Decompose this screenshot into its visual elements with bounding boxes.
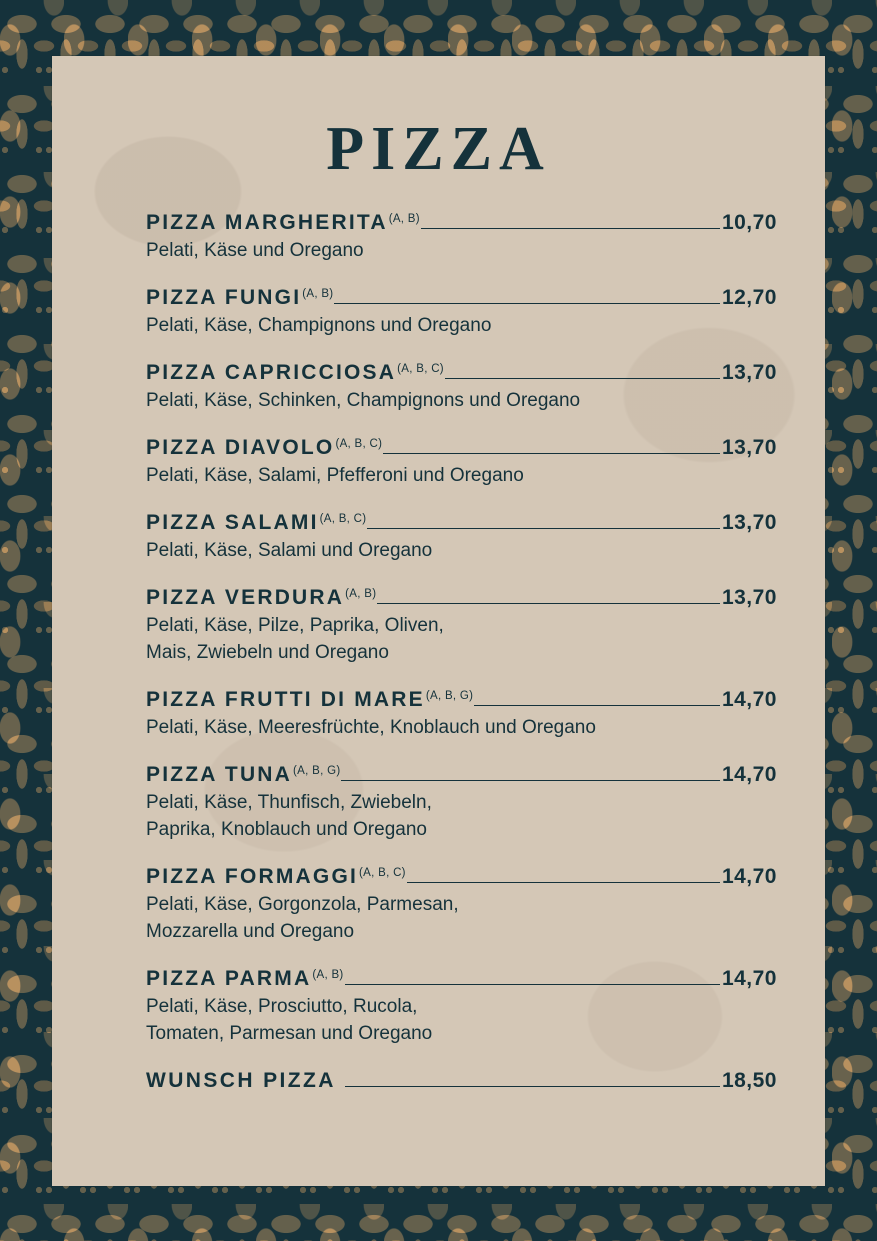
- menu-item-row: [146, 286, 777, 310]
- menu-item-name: PIZZA MARGHERITA: [146, 211, 388, 234]
- menu-item-allergens: (A, B): [302, 287, 334, 300]
- menu-item-allergens: (A, B): [312, 968, 344, 981]
- menu-item-description-line: Pelati, Käse, Gorgonzola, Parmesan,: [146, 893, 459, 915]
- dot-leader: [334, 303, 719, 304]
- dot-leader: [421, 228, 720, 229]
- menu-item-description-line: Mais, Zwiebeln und Oregano: [146, 641, 389, 663]
- menu-item-description-line: Pelati, Käse, Thunfisch, Zwiebeln,: [146, 791, 432, 813]
- menu-item-name: PIZZA FUNGI: [146, 285, 302, 309]
- menu-item-row: [146, 211, 777, 235]
- menu-item-name: PIZZA TUNA: [146, 762, 293, 786]
- dot-leader: [345, 1086, 720, 1087]
- menu-item: [146, 361, 777, 415]
- menu-item-price: 13,70: [721, 510, 777, 534]
- menu-item-description-line: Pelati, Käse, Salami, Pfefferoni und Oregano: [146, 464, 524, 486]
- menu-item-description: [146, 313, 777, 340]
- menu-item-name: WUNSCH PIZZA: [146, 1068, 336, 1092]
- menu-item-description-line: Pelati, Käse, Schinken, Champignons und Oregano: [146, 389, 581, 411]
- menu-item-name: PIZZA FORMAGGI: [146, 864, 359, 888]
- menu-item: [146, 586, 777, 667]
- menu-item-description-line: Pelati, Käse, Champignons und Oregano: [146, 314, 492, 336]
- menu-item: [146, 1069, 777, 1093]
- menu-item-price: 14,70: [721, 966, 777, 990]
- menu-item-price: 14,70: [721, 762, 777, 786]
- dot-leader: [383, 453, 720, 454]
- menu-item-description: [146, 613, 777, 667]
- dot-leader: [367, 528, 720, 529]
- dot-leader: [341, 780, 719, 781]
- menu-item-description: [146, 715, 777, 742]
- menu-item-name: PIZZA VERDURA: [146, 585, 345, 609]
- menu-item-description-line: Pelati, Käse, Salami und Oregano: [146, 539, 433, 561]
- menu-item-row: [146, 763, 777, 787]
- menu-item-allergens: (A, B): [345, 587, 377, 600]
- menu-item-description: [146, 463, 777, 490]
- menu-list: [52, 211, 825, 1093]
- menu-item-row: [146, 865, 777, 889]
- menu-item-name: PIZZA FRUTTI DI MARE: [146, 687, 425, 711]
- menu-item-row: [146, 361, 777, 385]
- menu-item-description: [146, 388, 777, 415]
- menu-item-description-line: Tomaten, Parmesan und Oregano: [146, 1022, 433, 1044]
- menu-item-name: PIZZA PARMA: [146, 966, 312, 990]
- menu-item-price: 18,50: [721, 1068, 777, 1092]
- menu-item-allergens: (A, B, G): [293, 764, 341, 777]
- menu-item-description-line: Paprika, Knoblauch und Oregano: [146, 818, 427, 840]
- menu-item: [146, 967, 777, 1048]
- menu-item-description: [146, 238, 777, 265]
- menu-item-row: [146, 586, 777, 610]
- menu-item-name: PIZZA DIAVOLO: [146, 435, 335, 459]
- menu-item-description-line: Pelati, Käse, Pilze, Paprika, Oliven,: [146, 614, 444, 636]
- menu-item-row: [146, 967, 777, 991]
- dot-leader: [407, 882, 720, 883]
- menu-item-allergens: (A, B, G): [425, 689, 474, 702]
- menu-item-price: 14,70: [721, 687, 777, 711]
- menu-item-allergens: (A, B, C): [397, 362, 444, 375]
- menu-item-price: 12,70: [721, 285, 777, 309]
- page-title: PIZZA: [326, 115, 551, 183]
- menu-item-description: [146, 790, 777, 844]
- menu-item-description-line: Pelati, Käse, Meeresfrüchte, Knoblauch und Oregano: [146, 716, 596, 738]
- menu-item: [146, 211, 777, 265]
- menu-item-allergens: (A, B, C): [359, 866, 406, 879]
- menu-item-name: PIZZA SALAMI: [146, 510, 319, 534]
- menu-item-row: [146, 688, 777, 712]
- dot-leader: [445, 378, 720, 379]
- menu-item: [146, 286, 777, 340]
- menu-item-allergens: (A, B, C): [335, 437, 383, 450]
- menu-item-allergens: (A, B, C): [319, 512, 367, 525]
- dot-leader: [345, 984, 720, 985]
- menu-item-description-line: Mozzarella und Oregano: [146, 920, 355, 942]
- menu-item: [146, 436, 777, 490]
- menu-item-allergens: (A, B): [388, 213, 420, 225]
- menu-item-price: 13,70: [721, 585, 777, 609]
- menu-item-row: [146, 436, 777, 460]
- menu-item-price: 13,70: [721, 360, 777, 384]
- dot-leader: [474, 705, 720, 706]
- dot-leader: [377, 603, 720, 604]
- menu-item-description: [146, 994, 777, 1048]
- menu-item-price: 10,70: [721, 211, 777, 234]
- menu-item-row: [146, 1069, 777, 1093]
- menu-item-description-line: Pelati, Käse und Oregano: [146, 240, 364, 261]
- menu-item-description: [146, 892, 777, 946]
- menu-item: [146, 865, 777, 946]
- menu-item-price: 13,70: [721, 435, 777, 459]
- menu-panel: [52, 56, 825, 1186]
- menu-item: [146, 688, 777, 742]
- menu-item-row: [146, 511, 777, 535]
- menu-item: [146, 763, 777, 844]
- menu-item: [146, 511, 777, 565]
- menu-item-description-line: Pelati, Käse, Prosciutto, Rucola,: [146, 995, 418, 1017]
- menu-item-price: 14,70: [721, 864, 777, 888]
- menu-item-description: [146, 538, 777, 565]
- menu-item-name: PIZZA CAPRICCIOSA: [146, 360, 397, 384]
